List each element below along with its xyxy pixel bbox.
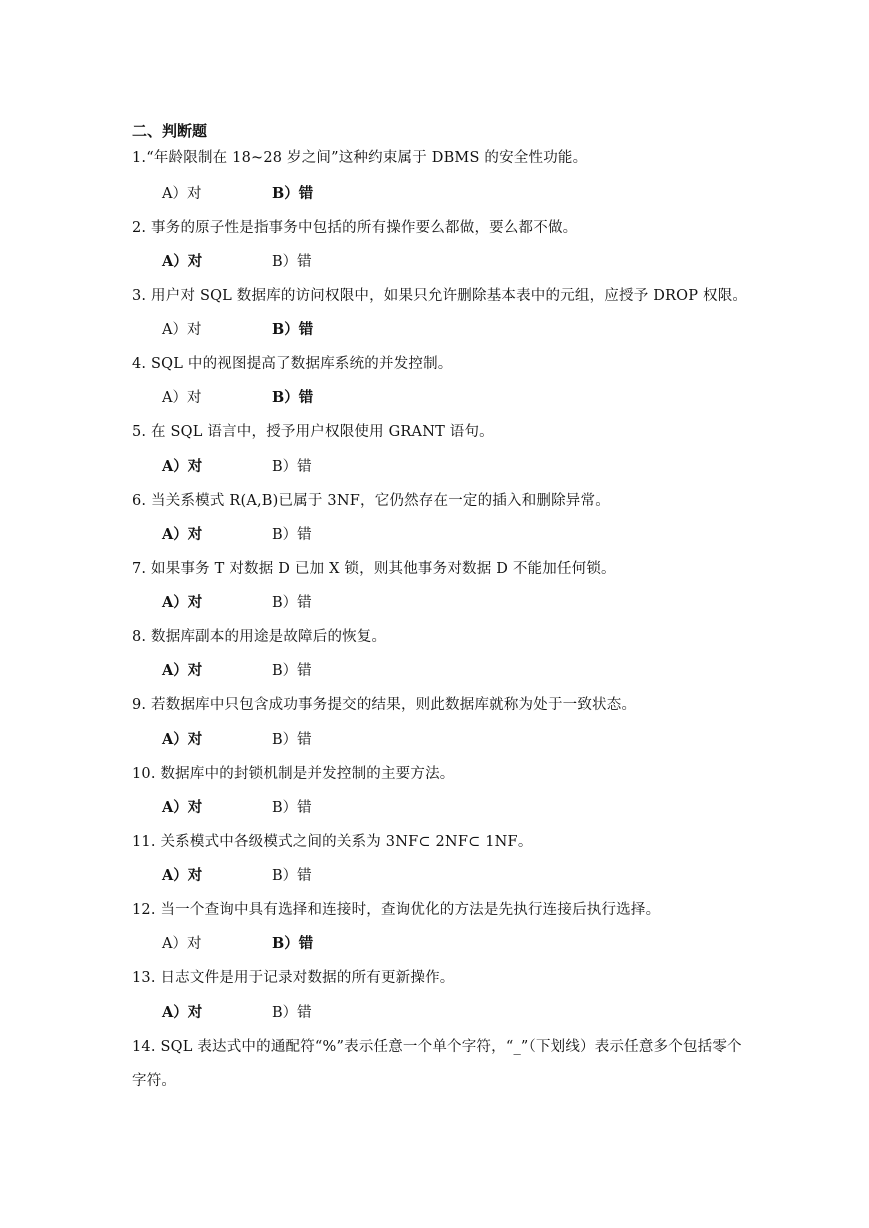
option-b-correct: B）错: [272, 185, 314, 202]
option-a: A）对: [162, 186, 202, 202]
option-a-correct: A）对: [162, 799, 203, 816]
question-1-options: [162, 184, 462, 204]
question-2-options: [162, 252, 462, 272]
question-7-options: [162, 593, 462, 613]
option-b: B）错: [272, 254, 312, 270]
option-b-correct: B）错: [272, 321, 314, 338]
question-7: 7. 如果事务 T 对数据 D 已加 X 锁，则其他事务对数据 D 不能加任何锁。: [132, 561, 616, 577]
option-a: A）对: [162, 390, 202, 406]
question-10: 10. 数据库中的封锁机制是并发控制的主要方法。: [132, 766, 455, 782]
option-b: B）错: [272, 663, 312, 679]
option-a-correct: A）对: [162, 867, 203, 884]
question-14: 14. SQL 表达式中的通配符“%”表示任意一个单个字符，“_”（下划线）表示任意多个包括零个字符。: [132, 1039, 742, 1089]
option-a-correct: A）对: [162, 662, 203, 679]
option-a-correct: A）对: [162, 731, 203, 748]
question-2: 2. 事务的原子性是指事务中包括的所有操作要么都做，要么都不做。: [132, 220, 578, 236]
option-a-correct: A）对: [162, 526, 203, 543]
section-title: 二、判断题: [132, 122, 208, 140]
option-b: B）错: [272, 1005, 312, 1021]
question-1: 1.“年龄限制在 18~28 岁之间”这种约束属于 DBMS 的安全性功能。: [132, 150, 588, 166]
option-a: A）对: [162, 936, 202, 952]
option-a: A）对: [162, 322, 202, 338]
option-a-correct: A）对: [162, 594, 203, 611]
question-4: 4. SQL 中的视图提高了数据库系统的并发控制。: [132, 356, 453, 372]
option-b: B）错: [272, 459, 312, 475]
option-b: B）错: [272, 527, 312, 543]
option-a-correct: A）对: [162, 1004, 203, 1021]
option-b: B）错: [272, 595, 312, 611]
question-5-options: [162, 457, 462, 477]
question-4-options: [162, 388, 462, 408]
option-b: B）错: [272, 732, 312, 748]
question-6: 6. 当关系模式 R(A,B)已属于 3NF，它仍然存在一定的插入和删除异常。: [132, 493, 610, 509]
question-12: 12. 当一个查询中具有选择和连接时，查询优化的方法是先执行连接后执行选择。: [132, 902, 661, 918]
question-11-options: [162, 866, 462, 886]
question-5: 5. 在 SQL 语言中，授予用户权限使用 GRANT 语句。: [132, 424, 494, 440]
option-a-correct: A）对: [162, 458, 203, 475]
question-9-options: [162, 730, 462, 750]
question-3: 3. 用户对 SQL 数据库的访问权限中，如果只允许删除基本表中的元组，应授予 DROP 权限。: [132, 288, 748, 304]
question-3-options: [162, 320, 462, 340]
option-b: B）错: [272, 868, 312, 884]
question-8: 8. 数据库副本的用途是故障后的恢复。: [132, 629, 387, 645]
option-b-correct: B）错: [272, 389, 314, 406]
option-b-correct: B）错: [272, 935, 314, 952]
question-11: 11. 关系模式中各级模式之间的关系为 3NF⊂ 2NF⊂ 1NF。: [132, 834, 533, 850]
question-10-options: [162, 798, 462, 818]
option-a-correct: A）对: [162, 253, 203, 270]
question-6-options: [162, 525, 462, 545]
question-13-options: [162, 1003, 462, 1023]
question-8-options: [162, 661, 462, 681]
question-12-options: [162, 934, 462, 954]
option-b: B）错: [272, 800, 312, 816]
question-9: 9. 若数据库中只包含成功事务提交的结果，则此数据库就称为处于一致状态。: [132, 697, 637, 713]
question-13: 13. 日志文件是用于记录对数据的所有更新操作。: [132, 970, 455, 986]
